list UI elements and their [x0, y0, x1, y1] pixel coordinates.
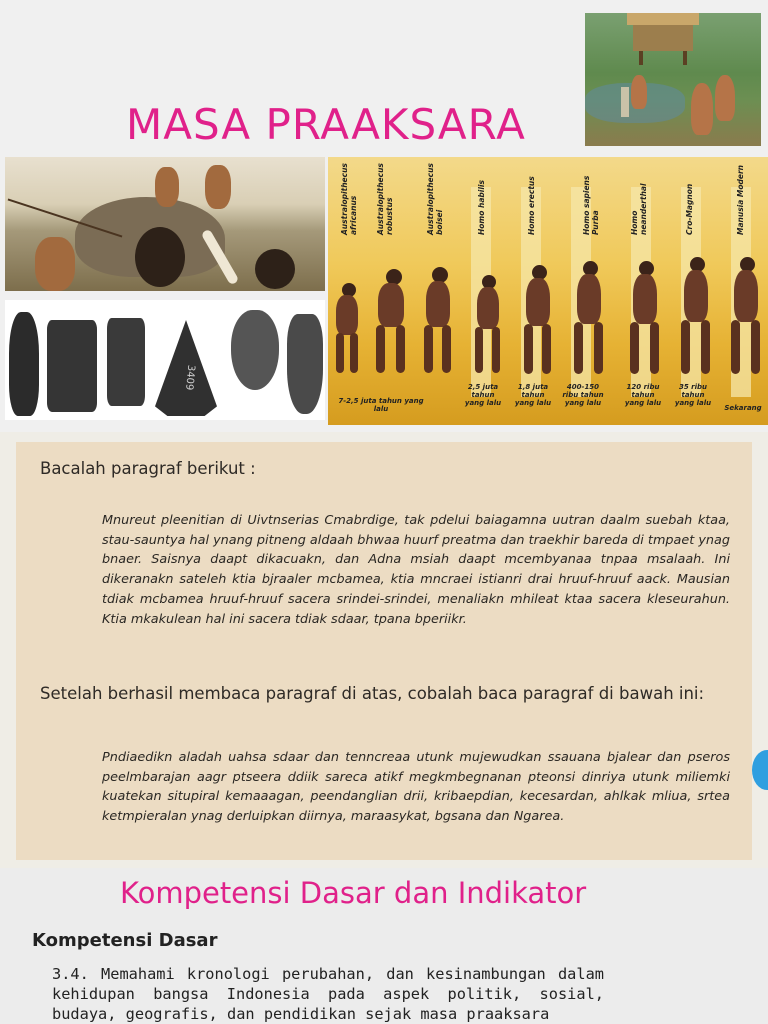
competency-text: 3.4. Memahami kronologi perubahan, dan kesinambungan dalam kehidupan bangsa Indonesia pada aspek politik, sosial, budaya, geografis, dan pendidikan sejak masa praaksara	[52, 965, 604, 1023]
hominid-figure	[724, 257, 768, 375]
era-time-label: 2,5 juta tahun yang lalu	[464, 383, 502, 407]
hominid-figure	[568, 261, 610, 375]
species-label: Homo neanderthal	[630, 183, 648, 235]
hominid-figure	[518, 265, 558, 375]
slide-masa-praaksara	[0, 0, 768, 432]
slide-title: Kompetensi Dasar dan Indikator	[120, 876, 587, 910]
human-evolution-illustration	[328, 157, 768, 425]
scrambled-paragraph-2: Pndiaedikn aladah uahsa sdaar dan tenncreaa utunk mujewudkan ssauana bjalear dan pseros peelmbarajan aagr ptseera ddiik sareca atikf megkmbegnanan pteonsi dinriya utunk miliemki kuatekan situpiral kemaaagan, peendanglian drii, kribaepdian, kecesardan, ahlkak mliua, srtea ketmpieralan ynag derluipkan diirnya, maraasykat, bgsana dan Ngarea.	[102, 750, 730, 825]
textbook-page-scan	[16, 442, 752, 860]
stone-adze-image	[47, 320, 97, 412]
mammoth-hunt-illustration	[5, 157, 325, 291]
villager-figure	[691, 83, 713, 135]
hominid-figure	[418, 267, 458, 375]
hominid-figure	[328, 283, 368, 375]
stone-chisel-image	[107, 318, 145, 406]
vessel-image	[287, 314, 323, 414]
stone-pillar-image	[621, 87, 629, 117]
species-label: Homo sapiens Purba	[582, 175, 600, 235]
slide-reading-exercise	[0, 432, 768, 868]
species-label: Cro-Magnon	[685, 183, 694, 235]
slide-nav-handle[interactable]	[752, 750, 768, 790]
species-label: Homo habilis	[477, 180, 486, 235]
species-label: Manusia Modern	[736, 164, 745, 235]
stone-tools-image	[5, 300, 325, 420]
villager-figure	[715, 75, 735, 121]
stone-axe-image	[9, 312, 39, 416]
hunter-figure	[35, 237, 75, 291]
second-instruction-heading: Setelah berhasil membaca paragraf di atas, cobalah baca paragraf di bawah ini:	[40, 684, 705, 703]
species-label: Homo erectus	[527, 176, 536, 235]
pottery-image	[231, 310, 279, 390]
era-time-label: 1,8 juta tahun yang lalu	[514, 383, 552, 407]
slide-kompetensi-dasar	[0, 868, 768, 1024]
hominid-figure	[370, 269, 412, 375]
era-time-label: 35 ribu tahun yang lalu	[674, 383, 712, 407]
reading-instruction-heading: Bacalah paragraf berikut :	[40, 459, 256, 478]
section-subtitle: Kompetensi Dasar	[32, 930, 218, 951]
species-label: Australopithecus boisei	[426, 163, 444, 235]
era-time-label: Sekarang	[724, 404, 762, 412]
stilt-hut-image	[633, 13, 693, 51]
species-label: Australopithecus robustus	[376, 163, 394, 235]
hunter-hair	[135, 227, 185, 287]
hominid-figure	[624, 261, 666, 375]
tool-label: 3409	[183, 364, 197, 391]
hunter-figure	[205, 165, 231, 209]
species-label: Australopithecus africanus	[340, 163, 358, 235]
slide-title: MASA PRAAKSARA	[126, 100, 526, 149]
era-time-label: 7-2,5 juta tahun yang lalu	[338, 397, 424, 413]
era-time-label: 120 ribu tahun yang lalu	[624, 383, 662, 407]
ancient-village-photo	[585, 13, 761, 146]
scrambled-paragraph-1: Mnureut pleenitian di Uivtnserias Cmabrdige, tak pdelui baiagamna uutran daalm suebah ktaa, stau-sauntya hal ynang pitneng aldaah bhwaa huurf preatma dan traekhir bareda di tmpaet ynag bnaer. Saisnya daapt dikacuakn, dan Adna msiah daapt mcembyanaa tnpaa msalaah. Ini dikeranakn sateleh ktia bjraaler mcbamea, ktia mncraei istianri drai hruuf-hruuf aack. Mausian tdiak mcbamea hruuf-hruuf sacera srindei-srindei, menaliakn mhileat ktaa sacera kleseurahun. Ktia mkakulean hal ini sacera tdiak sdaar, tpana bperiikr.	[102, 513, 730, 627]
hunter-hair	[255, 249, 295, 289]
hunter-figure	[155, 167, 179, 207]
hominid-figure	[470, 275, 506, 375]
hominid-figure	[674, 257, 718, 375]
era-time-label: 400-150 ribu tahun yang lalu	[562, 383, 604, 407]
villager-figure	[631, 75, 647, 109]
